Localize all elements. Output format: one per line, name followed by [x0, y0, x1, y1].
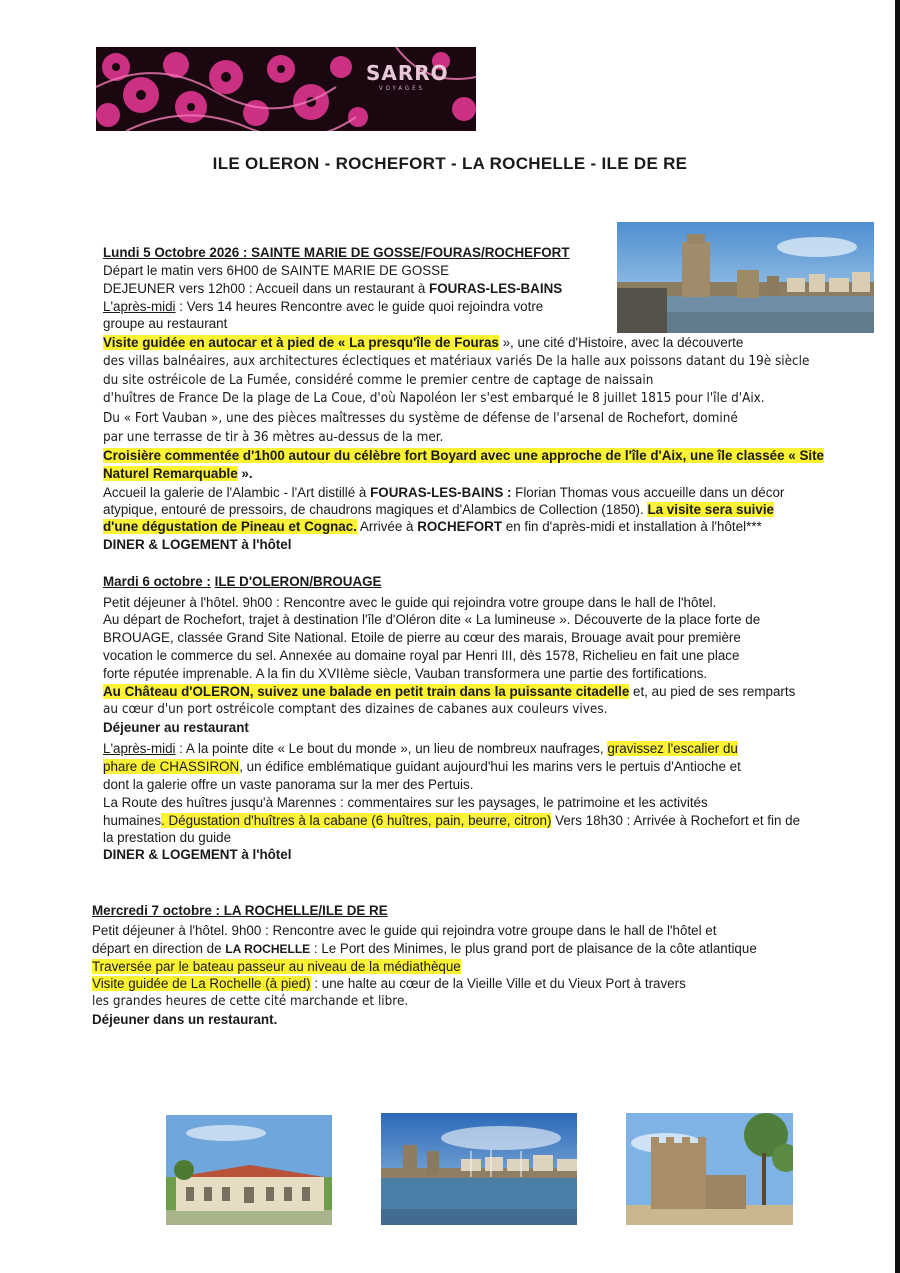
day2-text-7: dont la galerie offre un vaste panorama sur la mer des Pertuis. [103, 777, 474, 792]
day1-text-5: par une terrasse de tir à 36 mètres au-dessus de la mer. [103, 430, 444, 445]
la-rochelle-port-photo [381, 1113, 577, 1225]
day1-alambic-3: d'une dégustation de Pineau et Cognac. Arrivée à ROCHEFORT en fin d'après-midi et installation à l'hôtel*** [103, 519, 762, 534]
day1-text-2: du site ostréicole de La Fumée, considéré comme le premier centre de captage de naissain [103, 373, 654, 388]
day1-diner: DINER & LOGEMENT à l'hôtel [103, 537, 292, 552]
day1-visite: Visite guidée en autocar et à pied de « La presqu'île de Fouras », une cité d'Histoire, avec la découverte [103, 335, 744, 350]
day2-heading: Mardi 6 octobre : ILE D'OLERON/BROUAGE [103, 574, 382, 589]
day1-alambic-2: atypique, entouré de pressoirs, de chaudrons magiques et d'Alambics de Collection (1850). La visite sera suivie [103, 502, 774, 517]
day1-alambic: Accueil la galerie de l'Alambic - l'Art distillé à FOURAS-LES-BAINS : Florian Thomas vous accueille dans un décor [103, 485, 785, 500]
day2-dejeuner: Déjeuner au restaurant [103, 720, 249, 735]
day2-text-3: BROUAGE, classée Grand Site National. Etoile de pierre au cœur des marais, Brouage avait pour première [103, 630, 741, 645]
day2-diner: DINER & LOGEMENT à l'hôtel [103, 847, 292, 862]
day3-heading: Mercredi 7 octobre : LA ROCHELLE/ILE DE RE [92, 903, 388, 918]
day2-text-4: vocation le commerce du sel. Annexée au domaine royal par Henri III, dès 1578, Richelieu en fait une place [103, 648, 740, 663]
fort-tower-photo [626, 1113, 793, 1225]
day1-heading: Lundi 5 Octobre 2026 : SAINTE MARIE DE GOSSE/FOURAS/ROCHEFORT [103, 245, 570, 260]
day1-dejeuner: DEJEUNER vers 12h00 : Accueil dans un restaurant à FOURAS-LES-BAINS [103, 281, 563, 296]
day2-text-8: La Route des huîtres jusqu'à Marennes : commentaires sur les paysages, le patrimoine et les activités [103, 795, 708, 810]
day2-chateau: Au Château d'OLERON, suivez une balade en petit train dans la puissante citadelle et, au pied de ses remparts [103, 684, 796, 699]
day2-text-10: la prestation du guide [103, 830, 232, 845]
day2-text-1: Petit déjeuner à l'hôtel. 9h00 : Rencontre avec le guide qui rejoindra votre groupe dans le hall de l'hôtel. [103, 595, 717, 610]
day1-croisiere-cont: Naturel Remarquable ». [103, 466, 253, 481]
day1-text-4: Du « Fort Vauban », une des pièces maîtresses du système de défense de l'arsenal de Rochefort, dominé [103, 411, 738, 426]
day3-text-1: Petit déjeuner à l'hôtel. 9h00 : Rencontre avec le guide qui rejoindra votre groupe dans le hall de l'hôtel et [92, 923, 717, 938]
logo-brand: SARRO [366, 61, 449, 85]
day1-apres-midi: L'après-midi : Vers 14 heures Rencontre avec le guide quoi rejoindra votre [103, 299, 544, 314]
day2-huitres: humaines. Dégustation d'huîtres à la cabane (6 huîtres, pain, beurre, citron) Vers 18h30 : Arrivée à Rochefort et fin de [103, 813, 801, 828]
day3-text-5: les grandes heures de cette cité marchande et libre. [92, 994, 409, 1009]
day1-croisiere: Croisière commentée d'1h00 autour du célèbre fort Boyard avec une approche de l'île d'Aix, une île classée « Site [103, 448, 824, 463]
day3-dejeuner: Déjeuner dans un restaurant. [92, 1012, 278, 1027]
day2-phare: phare de CHASSIRON, un édifice emblématique guidant aujourd'hui les marins vers le pertuis d'Antioche et [103, 759, 741, 774]
day3-traversee: Traversée par le bateau passeur au niveau de la médiathèque [92, 959, 461, 974]
day2-apres-midi: L'après-midi : A la pointe dite « Le bout du monde », un lieu de nombreux naufrages, gravissez l'escalier du [103, 741, 738, 756]
day3-text-2: départ en direction de LA ROCHELLE : Le Port des Minimes, le plus grand port de plaisance de la côte atlantique [92, 941, 757, 956]
day2-text-6: au cœur d'un port ostréicole comptant des dizaines de cabanes aux couleurs vives. [103, 702, 608, 717]
day2-text-2: Au départ de Rochefort, trajet à destination l'île d'Oléron dite « La lumineuse ». Découverte de la place forte de [103, 612, 761, 627]
la-rochelle-towers-photo [617, 222, 874, 333]
scan-edge [895, 0, 900, 1273]
day2-text-5: forte réputée imprenable. A la fin du XVIIème siècle, Vauban transformera une partie des fortifications. [103, 666, 708, 681]
day1-depart: Départ le matin vers 6H00 de SAINTE MARIE DE GOSSE [103, 263, 450, 278]
day1-apres-midi-cont: groupe au restaurant [103, 316, 228, 331]
corderie-royale-photo [166, 1115, 332, 1225]
day1-text-1: des villas balnéaires, aux architectures éclectiques et matériaux variés De la halle aux poissons datant du 19è siècle [103, 354, 810, 369]
page-title: ILE OLERON - ROCHEFORT - LA ROCHELLE - ILE DE RE [212, 154, 688, 173]
day3-visite: Visite guidée de La Rochelle (à pied) : une halte au cœur de la Vieille Ville et du Vieux Port à travers [92, 976, 686, 991]
logo-subtitle: VOYAGES [379, 85, 425, 92]
day1-text-3: d'huîtres de France De la plage de La Coue, d'où Napoléon Ier s'est embarqué le 8 juillet 1815 pour l'île d'Aix. [103, 391, 765, 406]
sarro-logo [96, 47, 476, 131]
